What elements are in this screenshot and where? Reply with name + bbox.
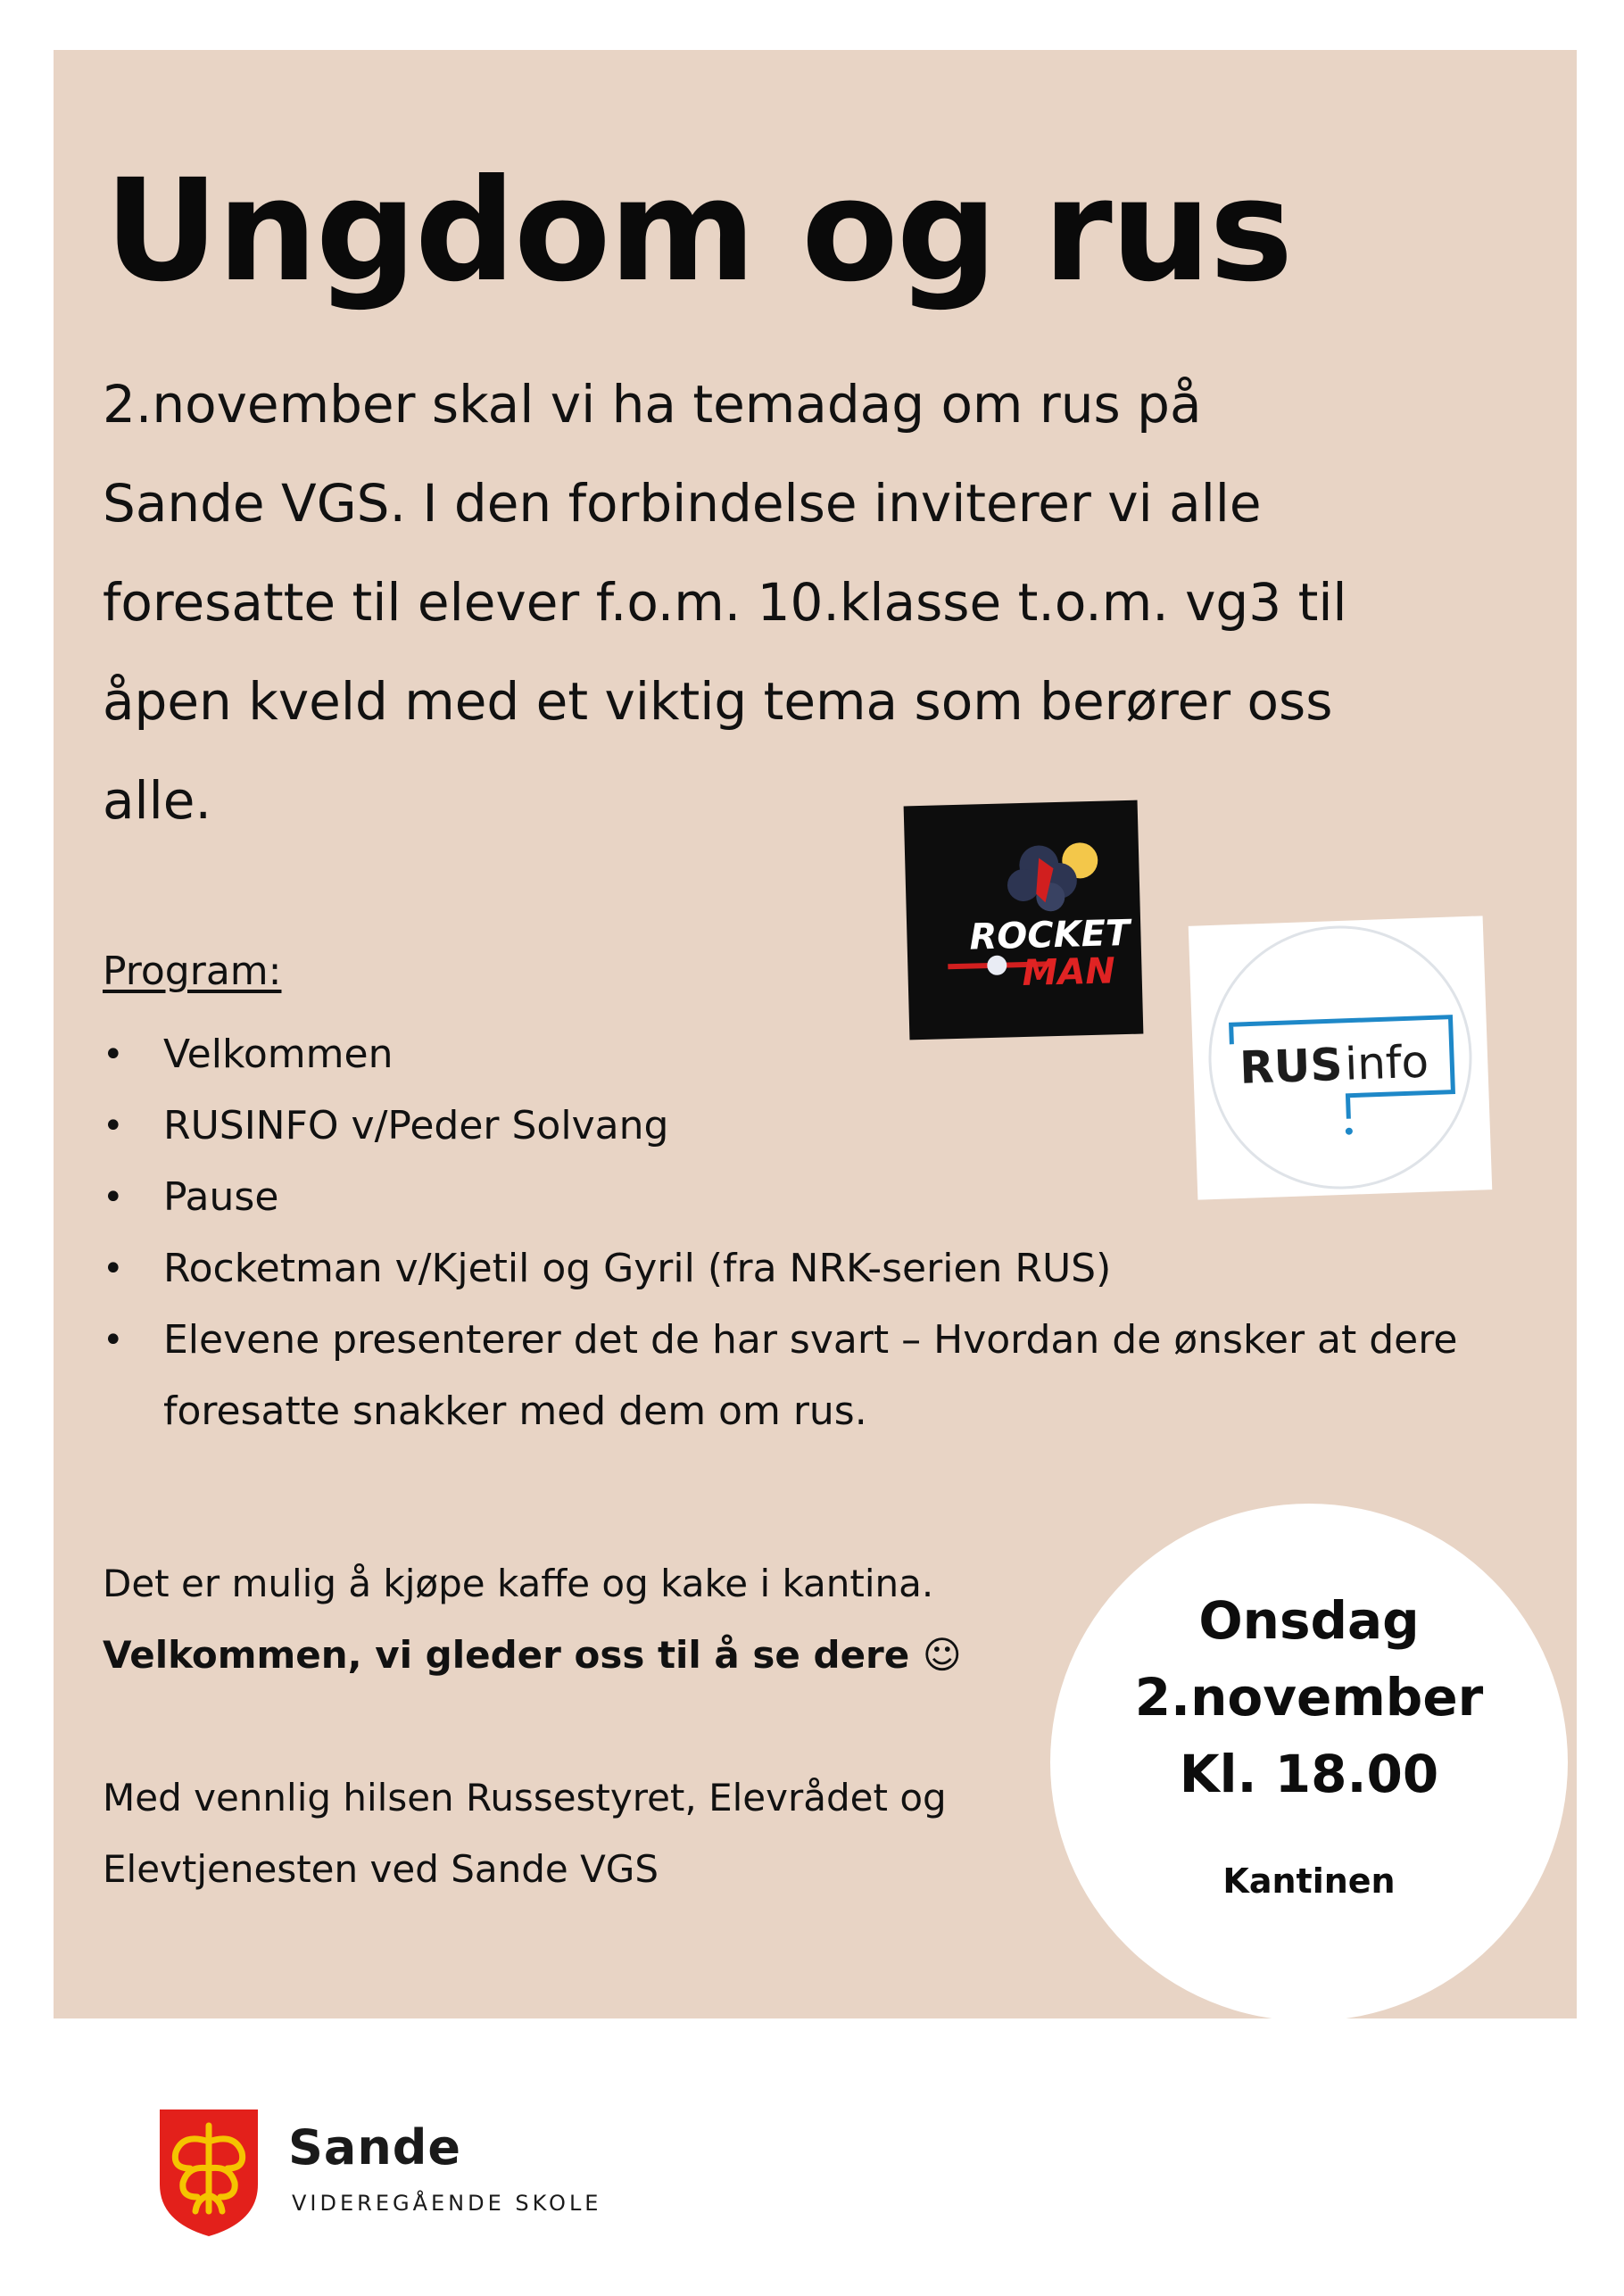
program-item: • Pause	[103, 1162, 1495, 1233]
program-list	[103, 1019, 1495, 1447]
program-item: • RUSINFO v/Peder Solvang	[103, 1090, 1495, 1162]
event-date: 2.november	[1134, 1667, 1484, 1728]
program-item: • Elevene presenterer det de har svart – Hvordan de ønsker at dere foresatte snakker med dem om rus.	[103, 1305, 1466, 1447]
school-subtitle: VIDEREGÅENDE SKOLE	[292, 2191, 602, 2216]
rocketman-logo	[904, 800, 1144, 1040]
rusinfo-text-bold: RUS	[1239, 1038, 1344, 1094]
intro-line: alle.	[103, 770, 211, 831]
rocketman-text-top: ROCKET	[968, 912, 1131, 958]
program-item: • Rocketman v/Kjetil og Gyril (fra NRK-serien RUS)	[103, 1233, 1495, 1305]
intro-line: Sande VGS. I den forbindelse inviterer vi alle	[103, 473, 1262, 534]
intro-line: 2.november skal vi ha temadag om rus på	[103, 374, 1202, 435]
event-info-circle	[1050, 1504, 1568, 2021]
intro-line: foresatte til elever f.o.m. 10.klasse t.o.m. vg3 til	[103, 572, 1347, 633]
event-day: Onsdag	[1198, 1590, 1420, 1651]
welcome-text: Velkommen, vi gleder oss til å se dere ☺	[103, 1633, 962, 1677]
cafe-text: Det er mulig å kjøpe kaffe og kake i kantina.	[103, 1562, 934, 1605]
rusinfo-text-regular: info	[1344, 1035, 1429, 1090]
signoff-text: Med vennlig hilsen Russestyret, Elevrådet og Elevtjenesten ved Sande VGS	[103, 1776, 947, 1891]
intro-paragraph	[103, 355, 1495, 850]
program-item: • Velkommen	[103, 1019, 1495, 1090]
event-place: Kantinen	[1222, 1861, 1396, 1901]
rocketman-graphic	[904, 800, 1144, 1040]
rocketman-text-bottom: MAN	[1021, 950, 1116, 995]
school-name: Sande	[288, 2119, 462, 2176]
event-time: Kl. 18.00	[1179, 1744, 1439, 1804]
program-heading: Program:	[103, 949, 282, 994]
sande-crest-icon	[156, 2106, 261, 2238]
poster-title: Ungdom og rus	[104, 149, 1292, 313]
intro-line: åpen kveld med et viktig tema som berører oss	[103, 671, 1333, 732]
